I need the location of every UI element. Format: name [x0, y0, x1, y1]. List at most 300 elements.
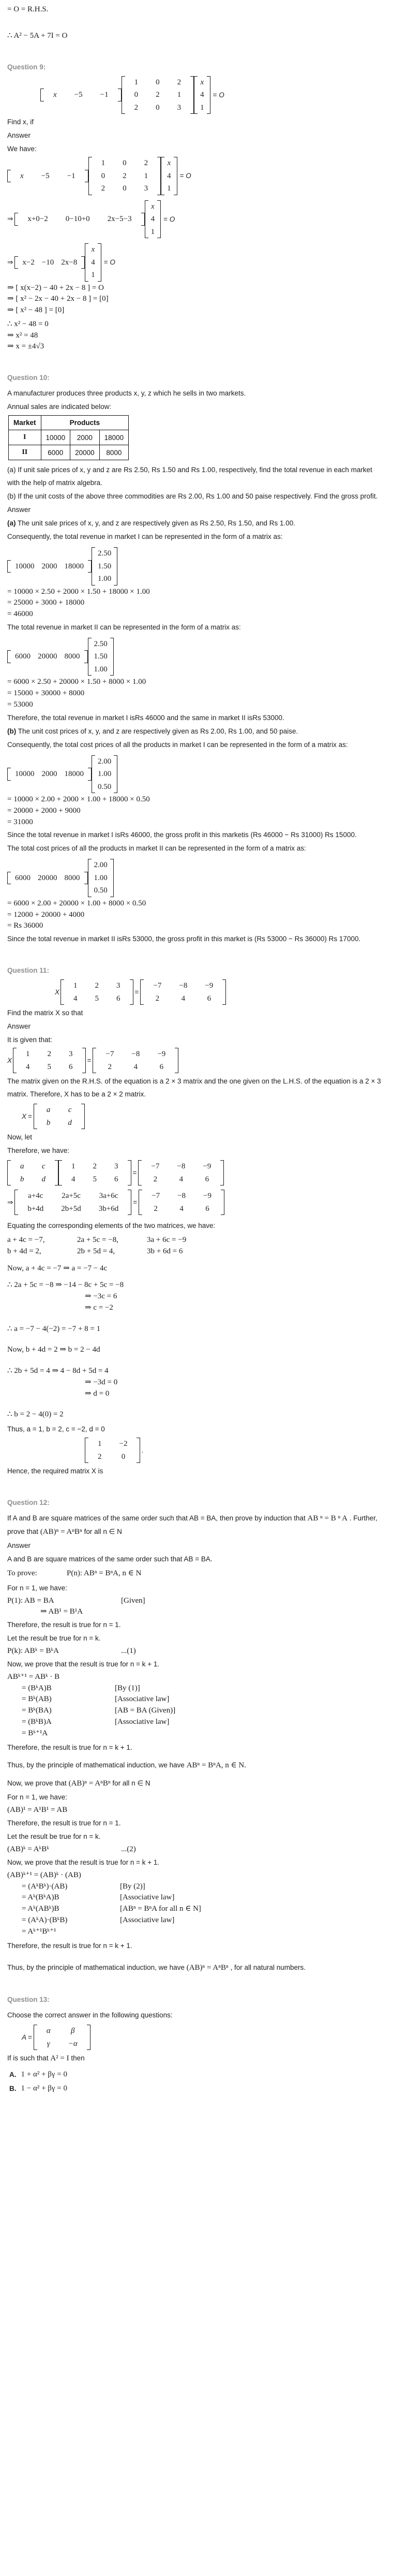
matrix-cell: 0.50: [98, 782, 112, 791]
q12-chain-step: [7, 1684, 386, 1693]
q11-hence-label: Hence, the required matrix X is: [7, 1467, 103, 1475]
q9-answer-label: Answer: [7, 131, 31, 139]
q11-solve-7: [7, 1366, 386, 1376]
bk-statement: (AB)ᵏ = AᵏBᵏ: [7, 1845, 49, 1853]
q11-solve3-text: ⇒ −3c = 6: [85, 1292, 117, 1300]
q10-part-b-line2: Consequently, the total cost prices of all the products in market I can be represented in the form of a matrix as:: [7, 740, 348, 749]
q12-chain-step: [7, 1672, 386, 1682]
q11-given-label: It is given that:: [7, 1036, 53, 1044]
matrix-cell: −7: [153, 982, 162, 990]
cost-price-column: [88, 859, 114, 897]
matrix-cell: 1: [71, 1162, 75, 1170]
p1-implication-text: ⇒ AB¹ = B¹A: [40, 1607, 83, 1616]
matrix-cell: 6: [69, 1062, 73, 1071]
column-header-market: Market: [9, 416, 41, 430]
q11-order-reasoning: The matrix given on the R.H.S. of the equation is a 2 × 3 matrix and the one given on the L.H.S. of the equation is a 2 × 3 matrix. Therefore, X has to be a 2 × 2 matrix.: [7, 1077, 381, 1098]
q9-step3-text: ⇒ [ x(x−2) − 40 + 2x − 8 ] = O: [7, 283, 104, 292]
matrix-cell: 20000: [38, 873, 57, 882]
matrix-cell: 2.00: [98, 757, 112, 766]
q9-step2-col: [85, 243, 101, 282]
matrix-cell: 10000: [15, 770, 35, 778]
matrix-cell: 1: [167, 184, 171, 193]
matrix-cell: x: [200, 78, 204, 86]
matrix-cell: 4: [181, 994, 186, 1003]
q10-b-m2-step2-text: = 12000 + 20000 + 4000: [7, 910, 85, 919]
q11-now-let-label: Now, let: [7, 1133, 33, 1141]
equation-item: a + 4c = −7,: [7, 1236, 45, 1244]
matrix-cell: −5: [41, 171, 50, 180]
bk-reference: ...(2): [121, 1845, 136, 1853]
matrix-cell: 2: [154, 1204, 158, 1213]
market1-quantity-row: [7, 560, 92, 573]
market1-quantity-row: [7, 768, 92, 781]
matrix-cell: 8000: [64, 652, 80, 661]
q10-b-m2-step3-text: = Rs 36000: [7, 921, 43, 930]
matrix-cell: 3: [114, 1162, 118, 1170]
chain-reason: [ABⁿ = BⁿA for all n ∈ N]: [120, 1905, 201, 1913]
question-13-heading: Question 13:: [7, 1996, 50, 2004]
q12-chain-b-step: [7, 1870, 386, 1880]
matrix-cell: −2: [119, 1440, 128, 1448]
q9-step-5: [7, 305, 386, 315]
matrix-cell: 1.00: [98, 575, 112, 583]
q11-final-matrix-display: 1 −2 2 0 .: [7, 1438, 386, 1463]
option-b-text: 1 − α² + βγ = 0: [21, 2084, 67, 2093]
q9-step-7: [7, 331, 386, 341]
matrix-cell: α: [46, 2027, 51, 2036]
matrix-cell: 6: [159, 1062, 164, 1071]
chain-reason: [AB = BA (Given)]: [115, 1706, 176, 1715]
matrix-cell: −1: [67, 171, 75, 180]
q11-equations-row-1: [7, 1235, 386, 1245]
matrix-cell: 4: [167, 171, 171, 180]
market-label: I: [9, 430, 41, 445]
b-n1-statement-text: (AB)¹ = A¹B¹ = AB: [7, 1806, 68, 1814]
q11-solve-10: [7, 1410, 386, 1419]
chain-expression: = (BᵏA)B: [22, 1684, 52, 1692]
table-cell: 10000: [41, 430, 70, 445]
q11-prompt: Find the matrix X so that: [7, 1009, 83, 1017]
matrix-cell: 18000: [64, 770, 84, 778]
question-11-heading: Question 11:: [7, 967, 50, 974]
matrix-cell: −8: [179, 982, 188, 990]
q9-step-2: ⇒ x−2 −10 2x−8 x 4 1 = O: [7, 243, 386, 282]
matrix-cell: 6: [205, 1175, 209, 1183]
matrix-cell: 1: [101, 159, 105, 167]
q9-row-vector-repeat: [7, 170, 88, 183]
table-cell: 2000: [70, 430, 100, 445]
q9-column-vector-repeat: [161, 157, 177, 195]
q12-chain-b-step: [7, 1927, 386, 1937]
q11-lhs-matrix-repeat2: [58, 1160, 131, 1185]
matrix-cell: 6: [205, 1204, 209, 1213]
q10-market1-cost-matrix: [7, 755, 386, 794]
q11-solve8-text: ⇒ −3d = 0: [85, 1378, 118, 1386]
matrix-cell: a+4c: [28, 1192, 43, 1200]
matrix-cell: 6: [116, 994, 120, 1003]
option-b-label: B.: [9, 2085, 17, 2093]
table-row: [9, 430, 129, 445]
matrix-cell: b: [46, 1118, 51, 1127]
q12-chain-b-step: [7, 1915, 386, 1925]
matrix-cell: 0: [156, 103, 160, 112]
matrix-cell: −7: [152, 1192, 160, 1200]
induction-conclusion-2-text: Thus, by the principle of mathematical induction, we have: [7, 1964, 185, 1972]
matrix-cell: 2000: [41, 770, 57, 778]
chain-reason: [Associative law]: [115, 1695, 170, 1704]
q11-x-matrix-repeat: [7, 1160, 58, 1185]
matrix-cell: 2: [134, 103, 139, 112]
sale-price-column: [92, 547, 117, 586]
chain-expression: = Aᵏ(BᵏA)B: [22, 1893, 59, 1902]
q12-power-statement: (AB)ⁿ = AⁿBⁿ: [40, 1527, 82, 1536]
q11-product-matrix: [14, 1190, 131, 1215]
q12-now-prove-2: [7, 1777, 386, 1790]
matrix-cell: 4: [200, 91, 204, 99]
matrix-cell: −5: [74, 91, 83, 99]
q12-for-n1-b: For n = 1, we have:: [7, 1793, 67, 1802]
rhs-equals-text: = O = R.H.S.: [7, 5, 49, 13]
q12-prompt-part3: for all n ∈ N: [84, 1527, 122, 1535]
matrix-cell: 6: [207, 994, 211, 1003]
matrix-cell: 3: [116, 982, 120, 990]
q9-step-1: ⇒ x+0−2 0−10+0 2x−5−3 x 4 1 = O: [7, 200, 386, 239]
q10-m2-step2-text: = 15000 + 30000 + 8000: [7, 689, 85, 697]
q11-solve-4: [7, 1303, 386, 1313]
q10-b-m2-step2: [7, 910, 386, 920]
matrix-cell: 2x−8: [61, 258, 78, 267]
option-a-label: A.: [9, 2071, 17, 2079]
matrix-cell: 2: [108, 1062, 112, 1071]
part-a-label: (a): [7, 519, 16, 527]
matrix-cell: −7: [105, 1050, 114, 1058]
cost-price-column: [92, 755, 117, 794]
q10-b-m1-step3-text: = 31000: [7, 817, 33, 826]
q10-market2-revenue-matrix: [7, 638, 386, 676]
chain-expression: = (AᵏBᵏ)·(AB): [22, 1882, 68, 1891]
matrix-cell: 6000: [15, 652, 31, 661]
q13-matrix-display: A = α β γ −α: [7, 2025, 386, 2050]
q9-equation-display: x −5 −1 1 0 2 0 2 1 2 0 3 x 4 1 = O: [7, 76, 386, 114]
q10-part-a-line2: Consequently, the total revenue in market I can be represented in the form of a matrix as:: [7, 533, 283, 540]
q9-step-4: [7, 294, 386, 304]
q12-chain-b-step: [7, 1893, 386, 1902]
q11-solve2-text: ∴ 2a + 5c = −8 ⇒ −14 − 8c + 5c = −8: [7, 1281, 124, 1290]
matrix-cell: −10: [41, 258, 54, 267]
matrix-cell: γ: [47, 2039, 50, 2048]
q11-rhs-matrix-repeat2: [138, 1160, 224, 1185]
q9-step7-text: ⇒ x² = 48: [7, 331, 38, 340]
matrix-cell: 4: [73, 994, 78, 1003]
matrix-cell: −8: [177, 1162, 186, 1170]
matrix-cell: 0: [156, 78, 160, 86]
q13-then-text: then: [71, 2054, 85, 2062]
matrix-cell: b+4d: [27, 1204, 44, 1213]
matrix-cell: 1: [73, 982, 78, 990]
q10-m2-step1: [7, 677, 386, 687]
option-a-text: 1 + α² + βγ = 0: [21, 2070, 67, 2079]
matrix-cell: 3: [177, 103, 182, 112]
q10-market1-revenue-matrix: [7, 547, 386, 586]
matrix-cell: 4: [179, 1175, 184, 1183]
q9-column-vector: [194, 76, 210, 114]
q12-true-k1-b: Therefore, the result is true for n = k + 1.: [7, 1942, 132, 1950]
matrix-cell: 3a+6c: [99, 1192, 118, 1200]
chain-expression: (AB)ᵏ⁺¹ = (AB)ᵏ · (AB): [7, 1870, 81, 1879]
chain-expression: = (AᵏA)·(BᵏB): [22, 1915, 68, 1924]
q13-instruction: Choose the correct answer in the following questions:: [7, 2011, 173, 2019]
q9-prompt: Find x, if: [7, 118, 34, 126]
q11-solve-1: [7, 1264, 386, 1274]
table-cell: 20000: [70, 445, 100, 460]
chain-reason: [By (2)]: [120, 1882, 145, 1891]
q13-a-matrix: [34, 2025, 90, 2050]
pk-reference: ...(1): [121, 1647, 136, 1656]
matrix-cell: 1: [144, 171, 148, 180]
q11-solve-5: [7, 1324, 386, 1334]
q10-m1-step1: [7, 587, 386, 597]
matrix-cell: x: [91, 245, 95, 254]
matrix-cell: 6000: [15, 873, 31, 882]
q10-b-m1-step2-text: = 20000 + 2000 + 9000: [7, 806, 81, 815]
to-prove-label: To prove:: [7, 1569, 37, 1577]
q11-solve4-text: ⇒ c = −2: [85, 1303, 113, 1312]
q10-intro-line-2: Annual sales are indicated below:: [7, 403, 112, 411]
q10-m2-step2: [7, 689, 386, 698]
matrix-cell: 0.50: [94, 886, 108, 895]
matrix-cell: 2x−5−3: [107, 215, 132, 223]
matrix-cell: 1.50: [94, 652, 108, 661]
matrix-cell: 5: [95, 994, 99, 1003]
matrix-cell: 2.50: [94, 639, 108, 648]
q10-b-m1-step1: [7, 795, 386, 804]
q10-part-a-question: (a) If unit sale prices of x, y and z are Rs 2.50, Rs 1.50 and Rs 1.00, respectively, find the total revenue in each market with the help of matrix algebra.: [7, 466, 372, 487]
q9-step-original: x −5 −1 1 0 2 0 2 1 2 0 3 x 4 1 = O: [7, 157, 386, 195]
matrix-cell: d: [41, 1175, 46, 1183]
q12-pk-line: [7, 1646, 386, 1656]
matrix-cell: 2: [144, 159, 148, 167]
chain-expression: = (BᵏB)A: [22, 1717, 52, 1726]
chain-reason: [Associative law]: [115, 1717, 170, 1726]
q11-equations-row-2: [7, 1247, 386, 1256]
q10-m2-step1-text: = 6000 × 2.50 + 20000 × 1.50 + 8000 × 1.00: [7, 678, 146, 686]
matrix-cell: 2: [93, 1162, 97, 1170]
matrix-cell: 2.00: [94, 861, 108, 870]
q9-rhs-symbol: O: [186, 172, 191, 180]
market2-quantity-row: [7, 650, 88, 663]
matrix-cell: 6: [114, 1175, 118, 1183]
matrix-cell: −9: [157, 1050, 166, 1058]
matrix-cell: x+0−2: [27, 215, 48, 223]
q12-prompt: [7, 1512, 386, 1539]
q12-b-n1-statement: [7, 1805, 386, 1815]
q11-solve-6: [7, 1345, 386, 1355]
chain-reason: [By (1)]: [115, 1684, 140, 1692]
q12-prompt-part2: . Further, prove that: [7, 1514, 377, 1535]
q10-part-b-question: (b) If the unit costs of the above three commodities are Rs 2.00, Rs 1.00 and 50 paise respectively. Find the gross profit.: [7, 492, 378, 500]
q11-lhs-matrix-repeat: [13, 1048, 86, 1073]
part-b-label: (b): [7, 727, 17, 735]
matrix-cell: 0: [101, 171, 105, 180]
q9-step4-text: ⇒ [ x² − 2x − 40 + 2x − 8 ] = [0]: [7, 295, 109, 303]
matrix-cell: 3: [69, 1050, 73, 1058]
matrix-cell: −9: [205, 982, 214, 990]
table-cell: 18000: [99, 430, 129, 445]
q12-p1-line: [7, 1596, 386, 1606]
matrix-cell: b: [20, 1175, 24, 1183]
matrix-cell: 4: [179, 1204, 184, 1213]
matrix-cell: x: [167, 159, 171, 167]
q12-prompt-part1: If A and B are square matrices of the same order such that AB = BA, then prove by induction that: [7, 1514, 306, 1522]
q10-m1-step3-text: = 46000: [7, 610, 33, 618]
matrix-cell: 1: [91, 271, 95, 279]
q9-coefficient-matrix: [122, 76, 194, 114]
matrix-cell: −9: [203, 1192, 212, 1200]
q11-rhs-matrix-repeat: [93, 1048, 178, 1073]
chain-expression: ABᵏ⁺¹ = ABᵏ · B: [7, 1672, 60, 1681]
matrix-cell: x: [53, 91, 57, 99]
matrix-cell: 4: [91, 258, 95, 267]
q9-step-8: [7, 342, 386, 352]
matrix-cell: 2b+5d: [61, 1204, 81, 1213]
column-header-products: Products: [41, 416, 129, 430]
matrix-cell: 0: [121, 1452, 126, 1461]
q11-therefore-label: Therefore, we have:: [7, 1147, 70, 1154]
chain-expression: = Bᵏ(BA): [22, 1706, 52, 1715]
q12-chain-b-step: [7, 1882, 386, 1892]
q11-solve-3: [7, 1292, 386, 1301]
q9-step6-text: ∴ x² − 48 = 0: [7, 319, 49, 328]
matrix-cell: −1: [100, 91, 109, 99]
a-squared-identity-line: [7, 31, 386, 41]
option-a-row[interactable]: [9, 2070, 386, 2079]
matrix-cell: 1.00: [94, 873, 108, 882]
matrix-cell: 1.50: [98, 562, 112, 570]
q12-true-n1-b: Therefore, the result is true for n = 1.: [7, 1819, 121, 1827]
q9-step1-row: [14, 213, 144, 226]
induction-conclusion-1-text: Thus, by the principle of mathematical induction, we have: [7, 1761, 185, 1769]
q12-induction-conclusion-2: [7, 1961, 386, 1974]
a-squared-identity-text: ∴ A² − 5A + 7I = O: [7, 31, 68, 40]
matrix-cell: 2a+5c: [62, 1192, 81, 1200]
question-9-heading: Question 9:: [7, 63, 46, 71]
q9-step1-col: [145, 200, 161, 239]
q10-part-a-answer-intro: [7, 517, 386, 530]
q11-answer-label: Answer: [7, 1022, 31, 1030]
matrix-cell: 0: [123, 184, 127, 193]
q12-induction-conclusion-1: [7, 1759, 386, 1772]
q10-b-m1-step3: [7, 817, 386, 827]
q10-b-m2-step1-text: = 6000 × 2.00 + 20000 × 1.00 + 8000 × 0.50: [7, 899, 146, 908]
q12-chain-step: [7, 1729, 386, 1738]
q12-answer-label: Answer: [7, 1541, 31, 1549]
induction-conclusion-2-math: (AB)ⁿ = AⁿBⁿ: [186, 1964, 229, 1972]
q11-rhs-matrix-repeat3: [139, 1190, 224, 1215]
matrix-cell: x: [20, 171, 24, 180]
q12-true-n1: Therefore, the result is true for n = 1.: [7, 1621, 121, 1629]
equation-item: 3a + 6c = −9: [147, 1236, 187, 1244]
q11-solve10-text: ∴ b = 2 − 4(0) = 2: [7, 1410, 64, 1419]
sale-price-column: [88, 638, 114, 676]
q10-m1-step1-text: = 10000 × 2.50 + 2000 × 1.50 + 18000 × 1.00: [7, 587, 150, 596]
q11-x-definition: X = a c b d: [7, 1104, 386, 1129]
option-b-row[interactable]: [9, 2084, 386, 2093]
q12-induction-statement: AB ⁿ = B ⁿ A: [307, 1514, 347, 1523]
table-cell: 6000: [41, 445, 70, 460]
matrix-cell: 2: [156, 91, 160, 99]
q9-rhs-symbol: O: [219, 91, 224, 99]
question-12-heading: Question 12:: [7, 1499, 50, 1506]
q11-final-matrix: [85, 1438, 140, 1463]
part-a-line1: The unit sale prices of x, y, and z are respectively given as Rs 2.50, Rs 1.50, and Rs 1.00.: [18, 519, 296, 527]
matrix-cell: 5: [47, 1062, 52, 1071]
matrix-cell: c: [68, 1106, 72, 1114]
q10-m1-step3: [7, 609, 386, 619]
matrix-cell: 2: [101, 184, 105, 193]
table-header-row: [9, 416, 129, 430]
q13-if-label: If: [7, 2054, 11, 2062]
q11-thus-values: Thus, a = 1, b = 2, c = −2, d = 0: [7, 1425, 105, 1433]
q13-condition-text: is such that: [13, 2054, 49, 2062]
q10-b-m2-step1: [7, 899, 386, 909]
q10-market2-cost-matrix: [7, 859, 386, 897]
matrix-cell: d: [68, 1118, 72, 1127]
q11-solve9-text: ⇒ d = 0: [85, 1389, 110, 1398]
q9-step-3: [7, 283, 386, 293]
matrix-cell: 1.00: [98, 770, 112, 778]
q9-we-have-label: We have:: [7, 145, 37, 153]
matrix-cell: 8000: [64, 873, 80, 882]
q12-to-prove-line: [7, 1569, 386, 1578]
q12-chain-step: [7, 1706, 386, 1716]
equation-item: b + 4d = 2,: [7, 1247, 41, 1255]
matrix-cell: 2: [95, 982, 99, 990]
chain-reason: [Associative law]: [120, 1915, 175, 1924]
chain-expression: = Bᵏ⁺¹A: [22, 1729, 48, 1737]
matrix-cell: β: [71, 2027, 75, 2036]
chain-expression: = Aᵏ⁺¹Bᵏ⁺¹: [22, 1927, 56, 1936]
induction-conclusion-1-math: ABⁿ = BⁿA, n ∈ N.: [186, 1761, 246, 1770]
chain-reason: [Associative law]: [120, 1893, 175, 1902]
q13-condition-math: A² = I: [50, 2054, 69, 2063]
matrix-cell: 4: [150, 215, 155, 223]
q12-for-n1: For n = 1, we have:: [7, 1584, 67, 1592]
matrix-cell: 1: [98, 1440, 102, 1448]
q12-chain-step: [7, 1717, 386, 1727]
chain-expression: = Bᵏ(AB): [22, 1695, 52, 1704]
matrix-cell: 20000: [38, 652, 57, 661]
q11-equation-display: X 1 2 3 4 5 6 = −7 −8 −9 2 4 6: [7, 979, 386, 1005]
matrix-cell: 1: [177, 91, 182, 99]
q11-lhs-matrix: [61, 979, 133, 1005]
q12-now-k1: Now, we prove that the result is true for n = k + 1.: [7, 1660, 160, 1668]
matrix-cell: 2: [123, 171, 127, 180]
matrix-cell: 4: [71, 1175, 75, 1183]
matrix-cell: a: [46, 1106, 51, 1114]
matrix-cell: −8: [131, 1050, 140, 1058]
to-prove-statement: P(n): ABⁿ = BⁿA, n ∈ N: [67, 1569, 142, 1577]
matrix-cell: 4: [26, 1062, 30, 1071]
matrix-cell: 1: [150, 227, 155, 236]
q11-rhs-matrix: [140, 979, 226, 1005]
q12-chain-b-step: [7, 1904, 386, 1914]
p1-reason: [Given]: [121, 1596, 145, 1605]
rhs-conclusion-line: [7, 5, 386, 14]
matrix-cell: 18000: [64, 562, 84, 570]
matrix-cell: x: [150, 202, 155, 211]
matrix-cell: 4: [133, 1062, 138, 1071]
q12-given-line: A and B are square matrices of the same order such that AB = BA.: [7, 1555, 213, 1563]
